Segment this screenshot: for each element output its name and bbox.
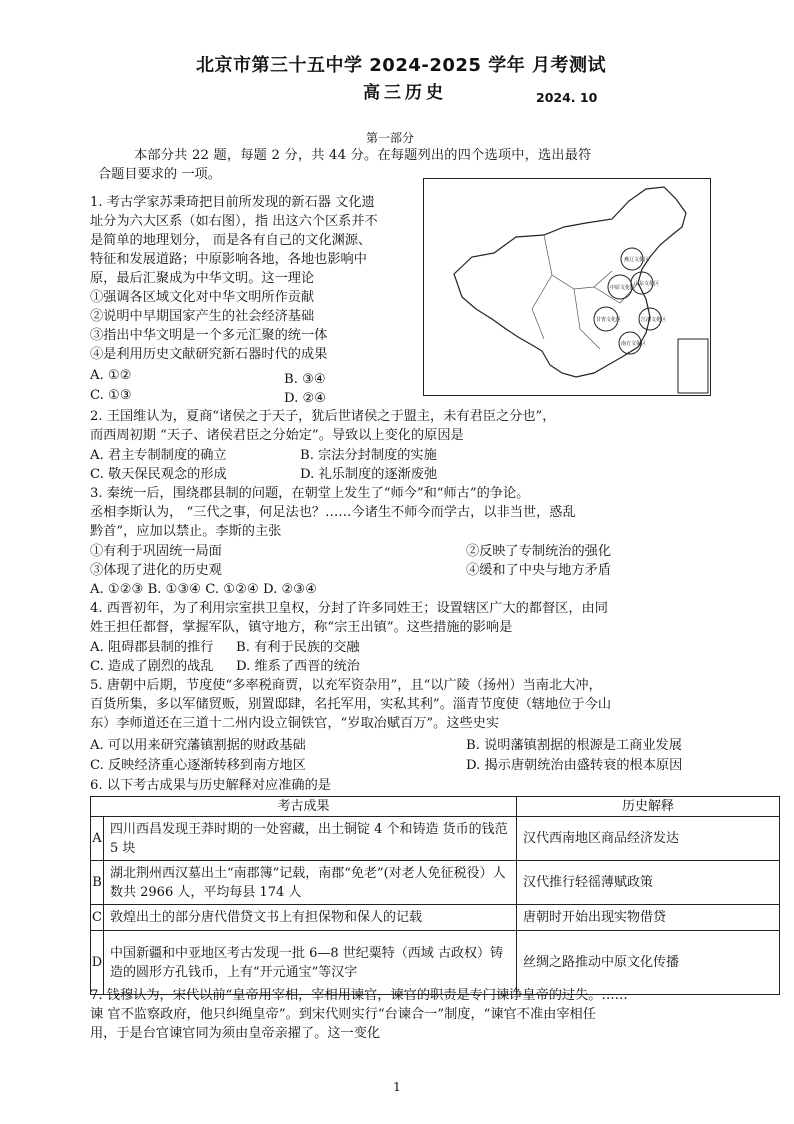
q6-row-interpretation: 丝绸之路推动中原文化传播 (517, 931, 780, 995)
q2-line-0: 2. 王国维认为，夏商“诸侯之于天子，犹后世诸侯之于盟主，未有君臣之分也”， (90, 409, 556, 424)
q1-line-0: 1. 考古学家苏秉琦把目前所发现的新石器 文化遗 (90, 195, 375, 210)
q2-option-c: C. 敬天保民观念的形成 (90, 467, 227, 482)
q5-line-1: 百货所集，多以军储贸贩，别置邸肆，名托军用，实私其利”。淄青节度使（辖地位于今山 (90, 697, 612, 712)
q6-row-letter: A (91, 817, 104, 861)
q3-item-2: ②反映了专制统治的强化 (466, 544, 612, 559)
q6-row-finding: 中国新疆和中亚地区考古发现一批 6—8 世纪粟特（西域 古政权）铸造的圆形方孔钱币，上有“开元通宝”等汉字 (104, 931, 517, 995)
table-row (91, 861, 780, 905)
q3-item-1: ①有利于巩固统一局面 (90, 544, 222, 559)
q4-option-b: B. 有利于民族的交融 (236, 640, 360, 655)
q6-col-finding: 考古成果 (91, 797, 517, 817)
q6-row-letter: C (91, 905, 104, 931)
q7-line-1: 谏 官不监察政府，他只纠绳皇帝”。到宋代则实行“台谏合一”制度，“谏官不准由宰相任 (90, 1007, 596, 1022)
q2-option-d: D. 礼乐制度的逐渐废弛 (300, 467, 438, 482)
table-row (91, 905, 780, 931)
q2-line-1: 而西周初期 “天子、诸侯君臣之分始定”。导致以上变化的原因是 (90, 428, 464, 443)
q6-stem: 6. 以下考古成果与历史解释对应准确的是 (90, 778, 331, 793)
south-sea-inset (678, 339, 708, 393)
q1-item-3: ③指出中华文明是一个多元汇聚的统一体 (90, 328, 328, 343)
q4-option-d: D. 维系了西晋的统治 (236, 659, 360, 674)
map-label-4: 甘青文化区 (596, 317, 622, 323)
q6-row-letter: D (91, 931, 104, 995)
page-subtitle: 高三历史 (363, 83, 447, 103)
q5-option-a: A. 可以用来研究藩镇割据的财政基础 (90, 738, 306, 753)
q4-option-a: A. 阻碍郡县制的推行 (90, 640, 214, 655)
province-lines (532, 235, 638, 349)
q4-line-1: 姓王担任都督，掌握军队，镇守地方，称“宗王出镇”。这些措施的影响是 (90, 620, 513, 635)
table-row (91, 931, 780, 995)
map-label-1: 山东文化区 (634, 281, 660, 287)
q4-line-0: 4. 西晋初年，为了利用宗室拱卫皇权，分封了许多同姓王；设置辖区广大的都督区，由同 (90, 601, 608, 616)
q5-option-d: D. 揭示唐朝统治由盛转衰的根本原因 (466, 758, 683, 773)
page-title: 北京市第三十五中学 2024-2025 学年 月考测试 (196, 55, 606, 76)
section-intro-line1: 本部分共 22 题，每题 2 分，共 44 分。在每题列出的四个选项中，选出最符 (134, 148, 592, 163)
map-label-0: 燕辽文化区 (624, 257, 650, 263)
q1-line-1: 址分为六大区系（如右图），指 出这六个区系并不 (90, 214, 378, 229)
q3-options: A. ①②③ B. ①③④ C. ①②④ D. ②③④ (90, 582, 317, 597)
section-heading: 第一部分 (366, 131, 415, 145)
q4-option-c: C. 造成了剧烈的战乱 (90, 659, 214, 674)
map-label-3: 江浙文化区 (641, 317, 667, 323)
q6-row-interpretation: 汉代西南地区商品经济发达 (517, 817, 780, 861)
q3-line-0: 3. 秦统一后，围绕郡县制的问题，在朝堂上发生了“师今”和“师古”的争论。 (90, 486, 530, 501)
q7-line-0: 7. 钱穆认为，宋代以前“皇帝用宰相，宰相用谏官，谏官的职责是专门谏诤皇帝的过失。…… (90, 988, 628, 1003)
q7-line-2: 用，于是台官谏官同为须由皇帝亲擢了。这一变化 (90, 1026, 381, 1041)
q6-header-row (91, 797, 780, 817)
q3-line-2: 黔首”，应加以禁止。李斯的主张 (90, 524, 282, 539)
q6-col-interpretation: 历史解释 (517, 797, 780, 817)
q1-line-2: 是简单的地理划分， 而是各有自己的文化渊源、 (90, 233, 372, 248)
q3-item-3: ③体现了进化的历史观 (90, 563, 222, 578)
q1-item-4: ④是利用历史文献研究新石器时代的成果 (90, 347, 328, 362)
q5-option-c: C. 反映经济重心逐渐转移到南方地区 (90, 758, 306, 773)
q6-row-interpretation: 汉代推行轻徭薄赋政策 (517, 861, 780, 905)
map-figure (423, 178, 711, 396)
section-intro-line2: 合题目要求的 一项。 (98, 167, 221, 182)
q6-table (90, 796, 780, 995)
map-label-2: 中原文化区 (610, 285, 636, 291)
q6-row-interpretation: 唐朝时开始出现实物借贷 (517, 905, 780, 931)
page-number: 1 (393, 1080, 401, 1094)
q3-item-4: ④缓和了中央与地方矛盾 (466, 563, 612, 578)
q2-option-b: B. 宗法分封制度的实施 (300, 448, 437, 463)
q5-line-2: 东）李师道还在三道十二州内设立铜铁官，“岁取冶赋百万”。这些史实 (90, 716, 500, 731)
q5-line-0: 5. 唐朝中后期，节度使“多率税商贾，以充军资杂用”，且“以广陵（扬州）当南北大冲， (90, 678, 602, 693)
q6-row-letter: B (91, 861, 104, 905)
q1-item-1: ①强调各区域文化对中华文明所作贡献 (90, 290, 315, 305)
q1-option-d: D. ②④ (284, 391, 327, 406)
q2-option-a: A. 君主专制制度的确立 (90, 448, 227, 463)
q1-item-2: ②说明中早期国家产生的社会经济基础 (90, 309, 315, 324)
q3-line-1: 丞相李斯认为， “三代之事，何足法也？……今诸生不师今而学古，以非当世，惑乱 (90, 505, 576, 520)
q6-row-finding: 湖北荆州西汉墓出土“南郡簿”记载，南郡“免老”(对老人免征税役）人数共 2966 人，平均每县 174 人 (104, 861, 517, 905)
q1-option-b: B. ③④ (284, 372, 326, 387)
table-row (91, 817, 780, 861)
q1-option-a: A. ①② (90, 368, 132, 383)
q1-option-c: C. ①③ (90, 388, 132, 403)
china-map-svg (424, 179, 710, 395)
q1-line-4: 原，最后汇聚成为中华文明。这一理论 (90, 271, 315, 286)
q6-row-finding: 四川西昌发现王莽时期的一处窖藏，出土铜锭 4 个和铸造 货币的钱范 5 块 (104, 817, 517, 861)
q6-row-finding: 敦煌出土的部分唐代借贷文书上有担保物和保人的记载 (104, 905, 517, 931)
q1-line-3: 特征和发展道路；中原影响各地，各地也影响中 (90, 252, 367, 267)
map-label-5: 南方文化区 (621, 341, 647, 347)
q5-option-b: B. 说明藩镇割据的根源是工商业发展 (466, 738, 682, 753)
exam-date: 2024. 10 (536, 90, 598, 105)
